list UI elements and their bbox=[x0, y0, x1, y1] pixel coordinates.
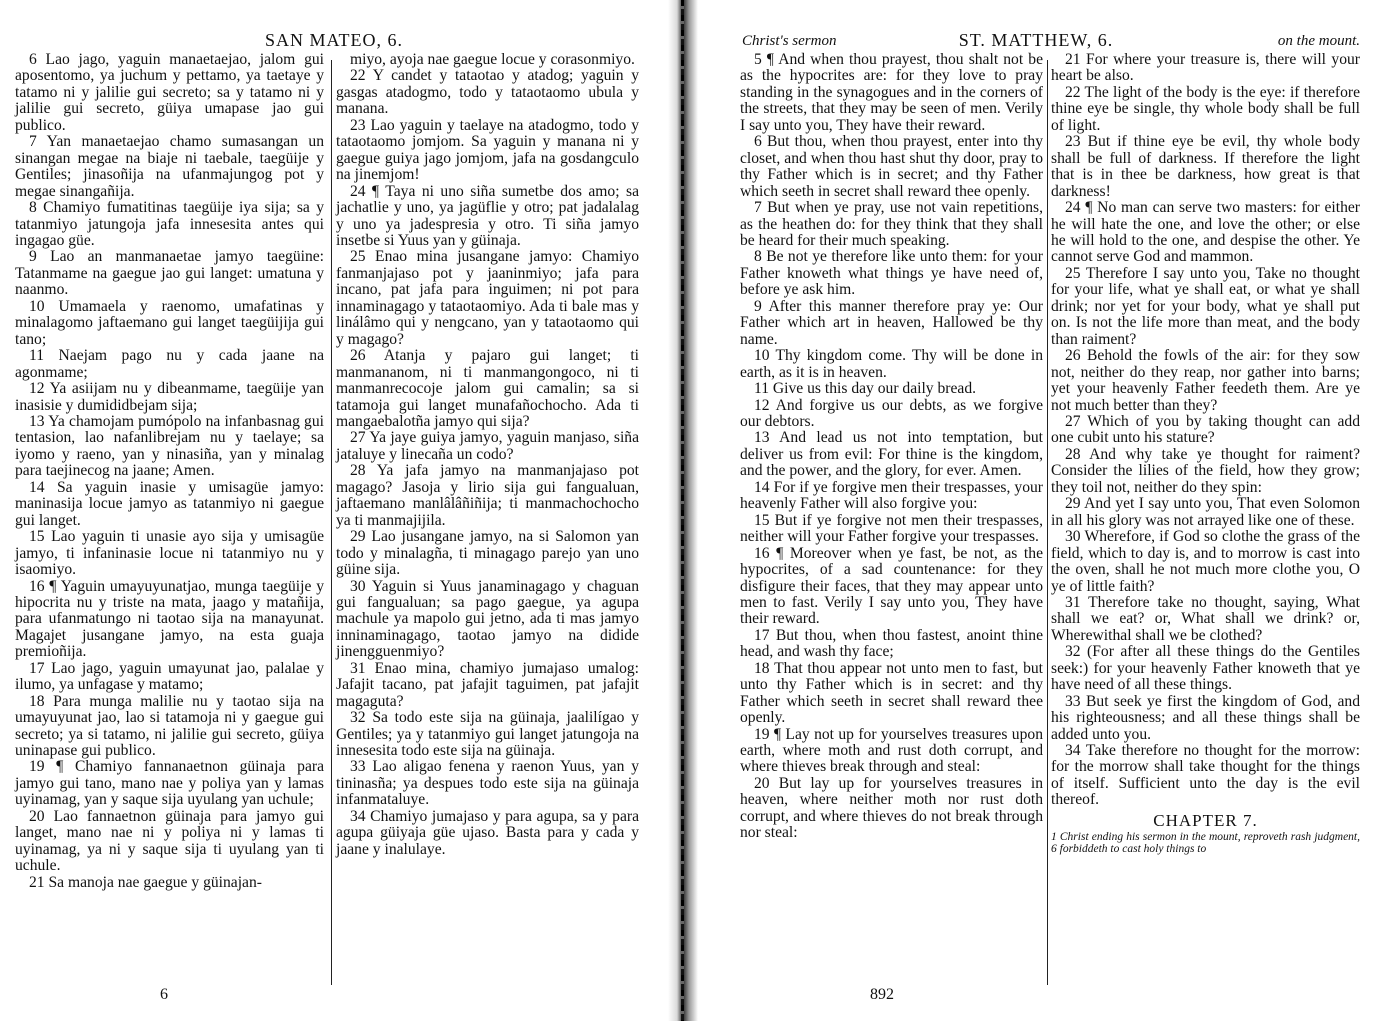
verse-paragraph: 31 Enao mina, chamiyo jumajaso umalog: Jafajit tacano, pat jafajit taguimen, pat jafajit magaguta? bbox=[336, 659, 639, 710]
verse-paragraph: 18 That thou appear not unto men to fast, but unto thy Father which is in secret: and thy Father which seeth in secret shall reward thee openly. bbox=[740, 659, 1043, 727]
verse-paragraph: 13 Ya chamojam pumópolo na infanbasnag gui tentasion, lao nafanlibrejam nu y taelaye; sa iyomo y raeno, yan y ninasiña, yan y minalag para taejinecog na jaane; Amen. bbox=[15, 412, 324, 480]
verse-paragraph: 28 Ya jafa jamyo na manmanjajaso pot magago? Jasoja y lirio sija gui fangualuan, jaftaemano manlâlâñiñija; ti manmachochocho ya ti manmajijila. bbox=[336, 462, 639, 529]
verse-paragraph: 28 And why take ye thought for raiment? Consider the lilies of the field, how they grow; they toil not, neither do they spin: bbox=[1051, 445, 1360, 496]
verse-paragraph: 13 And lead us not into temptation, but deliver us from evil: For thine is the kingdom, and the power, and the glory, for ever. Amen. bbox=[740, 429, 1043, 480]
column-divider bbox=[331, 60, 332, 985]
verse-paragraph: 30 Yaguin si Yuus janaminagago y chaguan gui fangualuan; sa pago gaegue, ya agupa machule ya mapolo gui jetno, ada ti mas jamyo inninaminagago, taotao jamyo na didide jinengguenmiyo? bbox=[336, 577, 639, 661]
verse-paragraph: 22 The light of the body is the eye: if therefore thine eye be single, thy whole body shall be full of light. bbox=[1051, 83, 1360, 134]
verse-paragraph: 22 Y candet y tataotao y atadog; yaguin y gasgas atadogmo, todo y tataotaomo ubula y manana. bbox=[336, 67, 639, 118]
verse-paragraph: 16 ¶ Moreover when ye fast, be not, as the hypocrites, of a sad countenance: for they disfigure their faces, that they may appear unto men to fast. Verily I say unto you, They have their reward. bbox=[740, 544, 1043, 628]
verse-paragraph: 6 But thou, when thou prayest, enter into thy closet, and when thou hast shut thy door, pray to thy Father which is in secret; and thy Father which seeth in secret shall reward thee openly. bbox=[740, 133, 1043, 200]
verse-paragraph: 17 But thou, when thou fastest, anoint thine head, and wash thy face; bbox=[740, 626, 1043, 661]
verse-paragraph: 12 Ya asiijam nu y dibeanmame, taegüije yan inasisie y dumididbejam sija; bbox=[15, 380, 324, 414]
verse-paragraph: 14 For if ye forgive men their trespasses, your heavenly Father will also forgive you: bbox=[740, 478, 1043, 513]
verse-paragraph: 15 But if ye forgive not men their trespasses, neither will your Father forgive your trespasses. bbox=[740, 511, 1043, 546]
verse-paragraph: 26 Behold the fowls of the air: for they sow not, neither do they reap, nor gather into barns; yet your heavenly Father feedeth them. Are ye not much better than they? bbox=[1051, 347, 1360, 414]
page-title: ST. MATTHEW, 6. bbox=[958, 30, 1114, 50]
left-page bbox=[0, 0, 668, 1021]
verse-paragraph: 34 Chamiyo jumajaso y para agupa, sa y para agupa güiyaja güe ujaso. Basta para y cada y jaane y inalulaye. bbox=[336, 807, 639, 858]
verse-paragraph: 7 Yan manaetaejao chamo sumasangan un sinangan megae na biaje ni taebale, taegüije y Gentiles; jinasoñija na ufanmajungog pot y megae sinangañija. bbox=[15, 133, 324, 200]
running-head bbox=[0, 30, 668, 52]
verse-paragraph: 30 Wherefore, if God so clothe the grass of the field, which to day is, and to morrow is cast into the oven, shall he not much more clothe you, O ye of little faith? bbox=[1051, 528, 1360, 595]
verse-paragraph: 17 Lao jago, yaguin umayunat jao, palalae y ilumo, ya unfagase y matamo; bbox=[15, 659, 324, 694]
right-page bbox=[698, 0, 1374, 1021]
verse-paragraph: 14 Sa yaguin inasie y umisagüe jamyo: maninasija locue jamyo as tatanmiyo ni gaegue gui langet. bbox=[15, 478, 324, 529]
text-column-left bbox=[740, 52, 1043, 842]
running-head bbox=[698, 30, 1374, 52]
chapter-summary: 1 Christ ending his sermon in the mount, reproveth rash judgment, 6 forbiddeth to cast holy things to bbox=[1051, 831, 1360, 856]
text-column-right bbox=[336, 52, 639, 858]
verse-paragraph: 7 But when ye pray, use not vain repetitions, as the heathen do: for they think that they shall be heard for their much speaking. bbox=[740, 199, 1043, 249]
page-number: 6 bbox=[160, 986, 168, 1003]
verse-paragraph: 8 Chamiyo fumatitinas taegüije iya sija; sa y tatanmiyo jatungoja jafa innesesita antes qui ingagao güe. bbox=[15, 199, 324, 249]
verse-paragraph: 25 Therefore I say unto you, Take no thought for your life, what ye shall eat, or what ye shall drink; nor yet for your body, what ye shall put on. Is not the life more than meat, and the body than raiment? bbox=[1051, 264, 1360, 348]
verse-paragraph: 33 Lao aligao fenena y raenon Yuus, yan y tininasña; ya despues todo este sija na güinaja infanmataluye. bbox=[336, 758, 639, 809]
verse-paragraph: 6 Lao jago, yaguin manaetaejao, jalom gui aposentomo, ya juchum y pettamo, ya taetaye y tatamo ni y jalilie gui secreto; sa y tatamo ni y jalilie gui secreto, güiya umapase jao gui publico. bbox=[15, 51, 324, 134]
page-title: SAN MATEO, 6. bbox=[264, 30, 403, 50]
verse-paragraph: 8 Be not ye therefore like unto them: for your Father knoweth what things ye have need of, before ye ask him. bbox=[740, 248, 1043, 299]
running-head-left: Christ's sermon bbox=[742, 33, 837, 49]
verse-paragraph: 32 Sa todo este sija na güinaja, jaalilígao y Gentiles; ya y tatanmiyo gui langet jatungoja na innesesita todo este sija na güinaja. bbox=[336, 709, 639, 760]
book-gutter bbox=[668, 0, 698, 1021]
verse-paragraph: 21 For where your treasure is, there will your heart be also. bbox=[1051, 51, 1360, 85]
verse-paragraph: 29 Lao jusangane jamyo, na si Salomon yan todo y minalagña, ti minagago parejo yan uno güine sija. bbox=[336, 528, 639, 579]
verse-paragraph: 15 Lao yaguin ti unasie ayo sija y umisagüe jamyo, ti infaninasie locue ni tatanmiyo nu y isaomiyo. bbox=[15, 528, 324, 579]
verse-paragraph: 20 Lao fannaetnon güinaja para jamyo gui langet, mano nae ni y poliya ni y lamas ti uyinamag, ya ni y saque sija ti uyulang yan ti uchule. bbox=[15, 807, 324, 875]
verse-paragraph: 18 Para munga malilie nu y taotao sija na umayuyunat jao, lao si tatamoja ni y gaegue gui secreto; ya si tatamo, ni jalilie gui secreto, güiya uninapase gui publico. bbox=[15, 692, 324, 760]
verse-paragraph: 25 Enao mina jusangane jamyo: Chamiyo fanmanjajaso pot y jaaninmiyo; jafa para incano, pat jafa para inguimen; ni pot para innaminagago y tataotaomiyo. Ada ti bale mas y linálâmo qui y nengcano, yan y tataotaomo qui y magago? bbox=[336, 248, 639, 348]
verse-paragraph: 26 Atanja y pajaro gui langet; ti manmananom, ni ti manmangongoco, ni ti manmanrecocoje jalom gui camalin; sa si tatamoja gui langet munafañochocho. Ada ti mangaebalotña jamyo qui sija? bbox=[336, 347, 639, 430]
verse-paragraph: 16 ¶ Yaguin umayuyunatjao, munga taegüije y hipocrita nu y triste na mata, jaago y matañija, para ufanmatungo ni taotao sija na manayunat. Magajet jusangane jamyo, na esta guaja premioñija. bbox=[15, 577, 324, 661]
verse-paragraph: 11 Naejam pago nu y cada jaane na agonmame; bbox=[15, 347, 324, 381]
column-divider bbox=[1047, 60, 1048, 985]
verse-paragraph: 32 (For after all these things do the Gentiles seek:) for your heavenly Father knoweth that ye have need of all these things. bbox=[1051, 643, 1360, 694]
verse-paragraph: 9 After this manner therefore pray ye: Our Father which art in heaven, Hallowed be thy name. bbox=[740, 297, 1043, 348]
verse-paragraph: 34 Take therefore no thought for the morrow: for the morrow shall take thought for the things of itself. Sufficient unto the day is the evil thereof. bbox=[1051, 742, 1360, 809]
verse-paragraph: 11 Give us this day our daily bread. bbox=[754, 380, 977, 398]
verse-paragraph: 10 Umamaela y raenomo, umafatinas y minalagomo jaftaemano gui langet taegüijija gui tano; bbox=[15, 297, 324, 348]
verse-paragraph: 24 ¶ Taya ni uno siña sumetbe dos amo; sa jachatlie y uno, ya jagüflie y otro; pat jadalalag y uno ya jadespresia y otro. Ti siña jamyo insetbe si Yuus yan y güinaja. bbox=[336, 182, 639, 249]
verse-paragraph: 29 And yet I say unto you, That even Solomon in all his glory was not arrayed like one of these. bbox=[1051, 495, 1360, 529]
page-number: 892 bbox=[870, 986, 894, 1003]
verse-paragraph: miyo, ayoja nae gaegue locue y corasonmiyo. bbox=[350, 51, 635, 68]
running-head-right: on the mount. bbox=[1277, 33, 1360, 49]
verse-paragraph: 19 ¶ Chamiyo fannanaetnon güinaja para jamyo gui tano, mano nae y poliya yan y lamas uyinamag, yan y saque sija uyulang yan uchule; bbox=[15, 758, 324, 809]
text-column-left bbox=[15, 52, 324, 891]
verse-paragraph: 12 And forgive us our debts, as we forgive our debtors. bbox=[740, 396, 1043, 430]
verse-paragraph: 24 ¶ No man can serve two masters: for either he will hate the one, and love the other; or else he will hold to the one, and despise the other. Ye cannot serve God and mammon. bbox=[1051, 199, 1360, 266]
verse-paragraph: 19 ¶ Lay not up for yourselves treasures upon earth, where moth and rust doth corrupt, and where thieves break through and steal: bbox=[740, 725, 1043, 776]
verse-paragraph: 20 But lay up for yourselves treasures in heaven, where neither moth nor rust doth corrupt, and where thieves do not break through nor steal: bbox=[740, 774, 1043, 842]
verse-paragraph: 21 Sa manoja nae gaegue y güinajan- bbox=[29, 873, 262, 891]
verse-paragraph: 5 ¶ And when thou prayest, thou shalt not be as the hypocrites are: for they love to pray standing in the synagogues and in the corners of the streets, that they may be seen of men. Verily I say unto you, They have their reward. bbox=[740, 51, 1043, 134]
chapter-heading: CHAPTER 7. bbox=[1153, 810, 1258, 830]
verse-paragraph: 10 Thy kingdom come. Thy will be done in earth, as it is in heaven. bbox=[740, 347, 1043, 381]
verse-paragraph: 23 Lao yaguin y taelaye na atadogmo, todo y tataotaomo jomjom. Sa yaguin y manana ni y gaegue guiya jago jomjom, jafa na gosdangculo na jinemjom! bbox=[336, 116, 639, 184]
verse-paragraph: 31 Therefore take no thought, saying, What shall we eat? or, What shall we drink? or, Wherewithal shall we be clothed? bbox=[1051, 593, 1360, 644]
verse-paragraph: 23 But if thine eye be evil, thy whole body shall be full of darkness. If therefore the light that is in thee be darkness, how great is that darkness! bbox=[1051, 133, 1360, 200]
verse-paragraph: 27 Ya jaye guiya jamyo, yaguin manjaso, siña jataluye y linecaña un codo? bbox=[336, 429, 639, 463]
verse-paragraph: 33 But seek ye first the kingdom of God, and his righteousness; and all these things shall be added unto you. bbox=[1051, 692, 1360, 743]
verse-paragraph: 9 Lao an manmanaetae jamyo taegüine: Tatanmame na gaegue jao gui langet: umatuna y naanmo. bbox=[15, 248, 324, 299]
text-column-right bbox=[1051, 52, 1360, 855]
verse-paragraph: 27 Which of you by taking thought can add one cubit unto his stature? bbox=[1051, 412, 1360, 447]
